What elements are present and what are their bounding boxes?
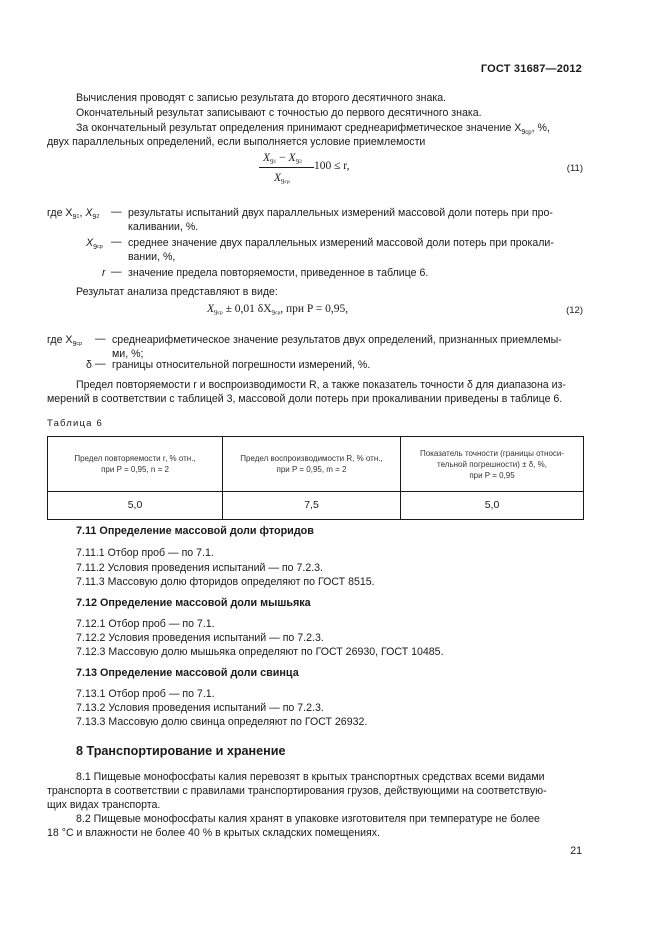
- where1-row3-symbol: r: [102, 267, 106, 279]
- intro-line-2: Окончательный результат записывают с точностью до первого десятичного знака.: [76, 107, 482, 119]
- section-8-2-line-1: 8.2 Пищевые монофосфаты калия хранят в упаковке изготовителя при температуре не более: [76, 813, 540, 825]
- table-6: [47, 436, 584, 520]
- table6-header-repeatability: Предел повторяемости r, % отн., при P = 0,95, n = 2: [48, 437, 223, 492]
- where2-dash-1: —: [95, 333, 106, 345]
- where2-row2-text: границы относительной погрешности измерений, %.: [112, 359, 371, 371]
- section-7-13-title: 7.13 Определение массовой доли свинца: [76, 667, 299, 679]
- where1-dash-3: —: [111, 266, 122, 278]
- where2-row1-a: среднеарифметическое значение результатов двух определений, признанных приемлемы-: [112, 334, 562, 346]
- section-7-13-item-2: 7.13.2 Условия проведения испытаний — по 7.2.3.: [76, 702, 324, 714]
- section-8-title: 8 Транспортирование и хранение: [76, 744, 286, 758]
- where1-row2-a: среднее значение двух параллельных измерений массовой доли потерь при прокали-: [128, 237, 554, 249]
- repeat-para-line-2: мерений в соответствии с таблицей 3, массовой доли потерь при прокаливании приведены в таблице 6.: [47, 393, 563, 405]
- table6-header-reproducibility: Предел воспроизводимости R, % отн., при P = 0,95, m = 2: [223, 437, 401, 492]
- intro-line-1: Вычисления проводят с записью результата до второго десятичного знака.: [76, 92, 447, 104]
- section-7-11-item-1: 7.11.1 Отбор проб — по 7.1.: [76, 547, 214, 559]
- where1-row1-b: каливании, %.: [128, 221, 199, 233]
- result-intro: Результат анализа представляют в виде:: [76, 286, 278, 298]
- where2-dash-2: —: [95, 358, 106, 370]
- eq11-denominator: $X_9ср$: [274, 172, 290, 186]
- where1-row2-symbol: $X_9ср$: [86, 237, 103, 251]
- section-7-11-item-3: 7.11.3 Массовую долю фторидов определяют по ГОСТ 8515.: [76, 576, 375, 588]
- table6-value-row: [48, 492, 584, 520]
- where2-row1-b: ми, %;: [112, 348, 144, 360]
- section-8-2-line-2: 18 °С и влажности не более 40 % в крытых складских помещениях.: [47, 827, 380, 839]
- section-8-1-line-3: щих видах транспорта.: [47, 799, 161, 811]
- section-7-11-title: 7.11 Определение массовой доли фторидов: [76, 525, 314, 537]
- repeat-para-line-1: Предел повторяемости r и воспроизводимости R, а также показатель точности δ для диапазона из-: [76, 379, 566, 391]
- section-7-12-item-2: 7.12.2 Условия проведения испытаний — по 7.2.3.: [76, 632, 324, 644]
- section-7-11-item-2: 7.11.2 Условия проведения испытаний — по 7.2.3.: [76, 562, 323, 574]
- where1-row3-text: значение предела повторяемости, приведенное в таблице 6.: [128, 267, 429, 279]
- section-7-13-item-1: 7.13.1 Отбор проб — по 7.1.: [76, 688, 215, 700]
- eq11-numerator: $X_91 - X_92$: [263, 152, 302, 166]
- eq12-number: (12): [566, 305, 583, 316]
- where1-dash-2: —: [111, 236, 122, 248]
- section-7-12-item-3: 7.12.3 Массовую долю мышьяка определяют по ГОСТ 26930, ГОСТ 10485.: [76, 646, 444, 658]
- where2-row2-symbol: δ: [86, 359, 92, 371]
- page-number: 21: [570, 845, 582, 857]
- where1-row1-a: результаты испытаний двух параллельных измерений массовой доли потерь при про-: [128, 207, 553, 219]
- where2-symbol: где $X_9ср$: [47, 334, 83, 348]
- intro-line-3: За окончательный результат определения принимают среднеарифметическое значение $X_{9ср}$, %,: [76, 122, 550, 136]
- section-7-12-title: 7.12 Определение массовой доли мышьяка: [76, 597, 311, 609]
- intro-line-4: двух параллельных определений, если выполняется условие приемлемости: [47, 136, 426, 148]
- document-id: ГОСТ 31687—2012: [480, 63, 582, 75]
- where1-symbols: где $X_91$, $X_92$: [47, 207, 100, 221]
- eq11-fraction-bar: [259, 167, 314, 168]
- eq11-multiplier: 100 ≤ r,: [314, 160, 350, 172]
- section-7-12-item-1: 7.12.1 Отбор проб — по 7.1.: [76, 618, 215, 630]
- table6-value-accuracy: 5,0: [401, 492, 584, 520]
- table6-caption: Таблица 6: [47, 418, 103, 429]
- section-8-1-line-1: 8.1 Пищевые монофосфаты калия перевозят в крытых транспортных средствах всеми видами: [76, 771, 545, 783]
- where1-row2-b: вании, %,: [128, 251, 176, 263]
- section-8-1-line-2: транспорта в соответствии с правилами транспортирования грузов, действующими на соответствую-: [47, 785, 547, 797]
- table6-value-repeatability: 5,0: [48, 492, 223, 520]
- table6-header-row: [48, 437, 584, 492]
- table6-value-reproducibility: 7,5: [223, 492, 401, 520]
- eq11-number: (11): [566, 163, 583, 174]
- eq12-formula: $X_9ср \pm 0,01$ $\delta X_9ср$, при P = 0,95,: [207, 303, 349, 317]
- where1-dash-1: —: [111, 206, 122, 218]
- section-7-13-item-3: 7.13.3 Массовую долю свинца определяют по ГОСТ 26932.: [76, 716, 368, 728]
- table6-header-accuracy: Показатель точности (границы относи- тельной погрешности) ± δ, %, при P = 0,95: [401, 437, 584, 492]
